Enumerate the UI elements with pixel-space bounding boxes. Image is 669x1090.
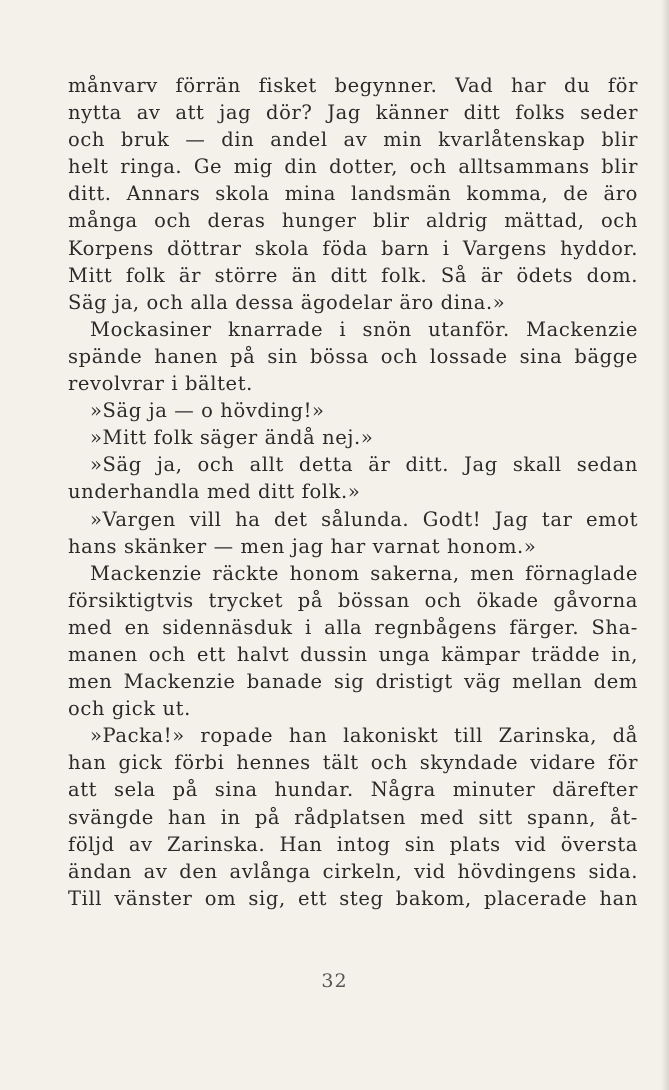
text-line: Säg ja, och alla dessa ägodelar äro dina.» bbox=[68, 290, 506, 314]
text-line: Till vänster om sig, ett steg bakom, placerade han bbox=[68, 886, 638, 910]
page-number: 32 bbox=[321, 970, 348, 992]
text-line: »Packa!» ropade han lakoniskt till Zarinska, då bbox=[90, 724, 638, 748]
text-line: och bruk — din andel av min kvarlåtenskap blir bbox=[68, 128, 638, 152]
text-line: spände hanen på sin bössa och lossade sina bägge bbox=[68, 344, 638, 368]
text-line: helt ringa. Ge mig din dotter, och alltsammans blir bbox=[68, 155, 638, 179]
text-line: försiktigtvis trycket på bössan och ökade gåvorna bbox=[68, 588, 638, 612]
text-line: Korpens döttrar skola föda barn i Vargens hyddor. bbox=[68, 236, 638, 260]
text-line: »Vargen vill ha det sålunda. Godt! Jag tar emot bbox=[90, 507, 638, 531]
text-line: med en sidennäsduk i alla regnbågens färger. Sha- bbox=[68, 615, 638, 639]
text-line: men Mackenzie banade sig dristigt väg mellan dem bbox=[68, 670, 638, 694]
text-line: svängde han in på rådplatsen med sitt spann, åt- bbox=[68, 805, 638, 829]
text-line: Mitt folk är större än ditt folk. Så är ödets dom. bbox=[68, 263, 638, 287]
body-text bbox=[68, 72, 638, 912]
text-line: han gick förbi hennes tält och skyndade vidare för bbox=[68, 751, 638, 775]
text-line: nytta av att jag dör? Jag känner ditt folks seder bbox=[68, 101, 638, 125]
text-line: manen och ett halvt dussin unga kämpar trädde in, bbox=[68, 642, 638, 666]
text-line: »Säg ja, och allt detta är ditt. Jag skall sedan bbox=[90, 453, 638, 477]
page-edge-shadow bbox=[661, 0, 669, 1090]
text-line: revolvrar i bältet. bbox=[68, 372, 253, 396]
text-line: »Säg ja — o hövding!» bbox=[90, 399, 325, 423]
text-line: många och deras hunger blir aldrig mättad, och bbox=[68, 209, 638, 233]
text-line: Mockasiner knarrade i snön utanför. Mackenzie bbox=[90, 317, 638, 341]
text-line: hans skänker — men jag har varnat honom.» bbox=[68, 534, 537, 558]
text-line: att sela på sina hundar. Några minuter därefter bbox=[68, 778, 638, 802]
text-line: »Mitt folk säger ändå nej.» bbox=[90, 426, 374, 450]
text-line: och gick ut. bbox=[68, 697, 191, 721]
text-line: följd av Zarinska. Han intog sin plats vid översta bbox=[68, 832, 638, 856]
text-line: Mackenzie räckte honom sakerna, men förnaglade bbox=[90, 561, 638, 585]
text-line: underhandla med ditt folk.» bbox=[68, 480, 361, 504]
text-line: ändan av den avlånga cirkeln, vid hövdingens sida. bbox=[68, 859, 638, 883]
text-line: ditt. Annars skola mina landsmän komma, de äro bbox=[68, 182, 638, 206]
text-line: månvarv förrän fisket begynner. Vad har du för bbox=[68, 74, 638, 97]
